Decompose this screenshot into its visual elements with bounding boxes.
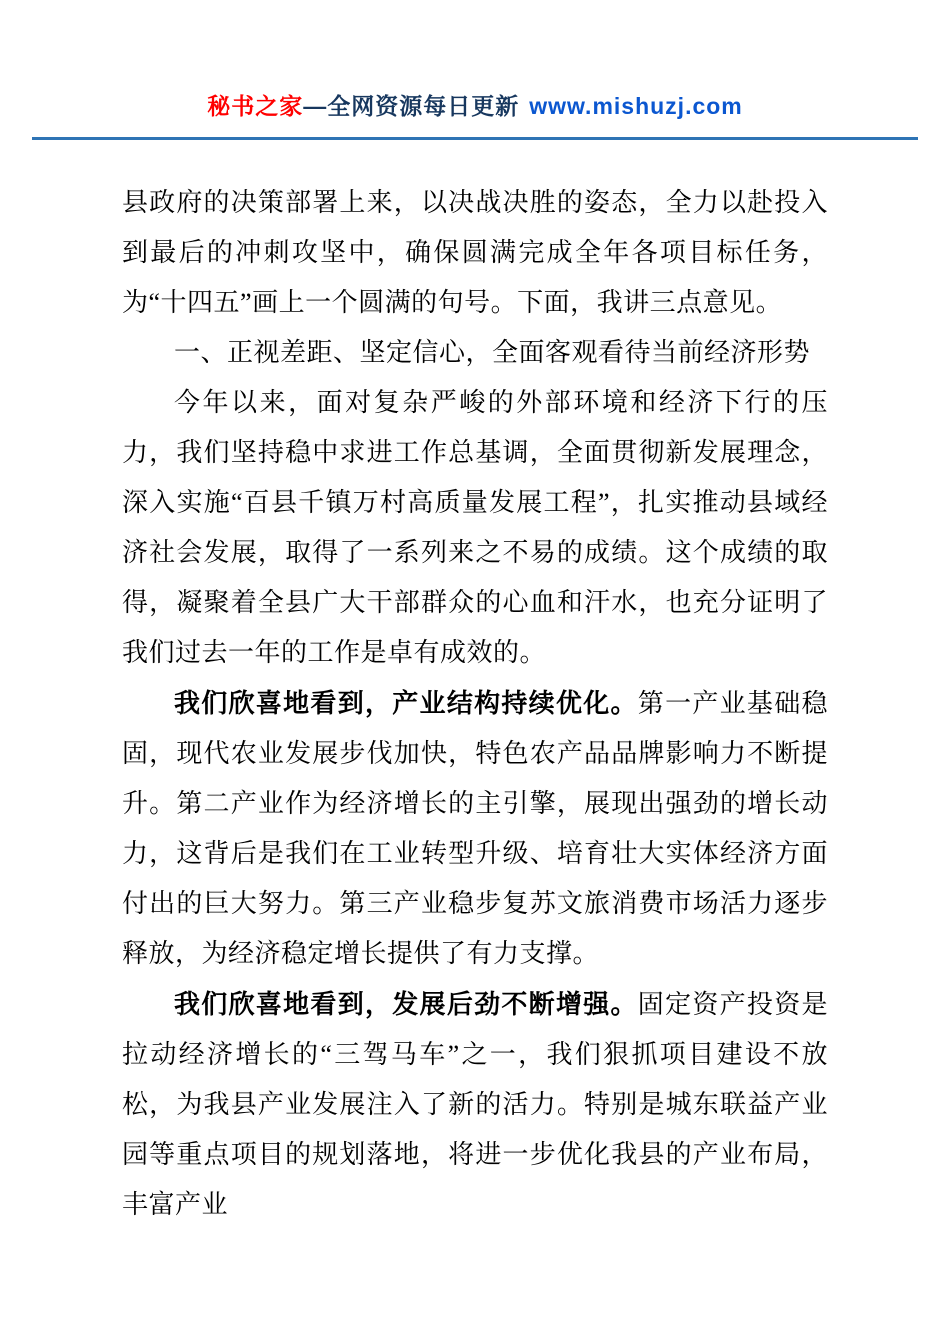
site-tagline: —全网资源每日更新 — [303, 93, 520, 119]
paragraph — [122, 979, 828, 1230]
paragraph-text: 今年以来，面对复杂严峻的外部环境和经济下行的压力，我们坚持稳中求进工作总基调，全面贯彻新发展理念，深入实施“百县千镇万村高质量发展工程”，扎实推动县域经济社会发展，取得了一系列来之不易的成绩。这个成绩的取得，凝聚着全县广大干部群众的心血和汗水，也充分证明了我们过去一年的工作是卓有成效的。 — [122, 388, 828, 667]
paragraph — [122, 378, 828, 678]
paragraph-text: 第一产业基础稳固，现代农业发展步伐加快，特色农产品品牌影响力不断提升。第二产业作为经济增长的主引擎，展现出强劲的增长动力，这背后是我们在工业转型升级、培育壮大实体经济方面付出的巨大努力。第三产业稳步复苏文旅消费市场活力逐步释放，为经济稳定增长提供了有力支撑。 — [122, 689, 828, 968]
site-url-link[interactable]: www.mishuzj.com — [529, 93, 743, 119]
document-body — [122, 178, 828, 1230]
paragraph-lead-bold: 我们欣喜地看到，发展后劲不断增强。 — [174, 989, 638, 1019]
page-header — [0, 0, 950, 121]
paragraph-text: 县政府的决策部署上来，以决战决胜的姿态，全力以赴投入到最后的冲刺攻坚中，确保圆满完成全年各项目标任务，为“十四五”画上一个圆满的句号。下面，我讲三点意见。 — [122, 188, 828, 317]
site-brand: 秘书之家 — [207, 94, 304, 119]
paragraph-text: 固定资产投资是拉动经济增长的“三驾马车”之一，我们狠抓项目建设不放松，为我县产业发展注入了新的活力。特别是城东联益产业园等重点项目的规划落地，将进一步优化我县的产业布局，丰富产业 — [122, 990, 828, 1219]
header-divider — [32, 137, 918, 140]
paragraph-lead-bold: 我们欣喜地看到，产业结构持续优化。 — [174, 688, 638, 718]
paragraph — [122, 678, 828, 979]
paragraph-text: 一、正视差距、坚定信心，全面客观看待当前经济形势 — [174, 338, 811, 367]
paragraph-continuation — [122, 178, 828, 328]
section-heading — [122, 328, 828, 378]
